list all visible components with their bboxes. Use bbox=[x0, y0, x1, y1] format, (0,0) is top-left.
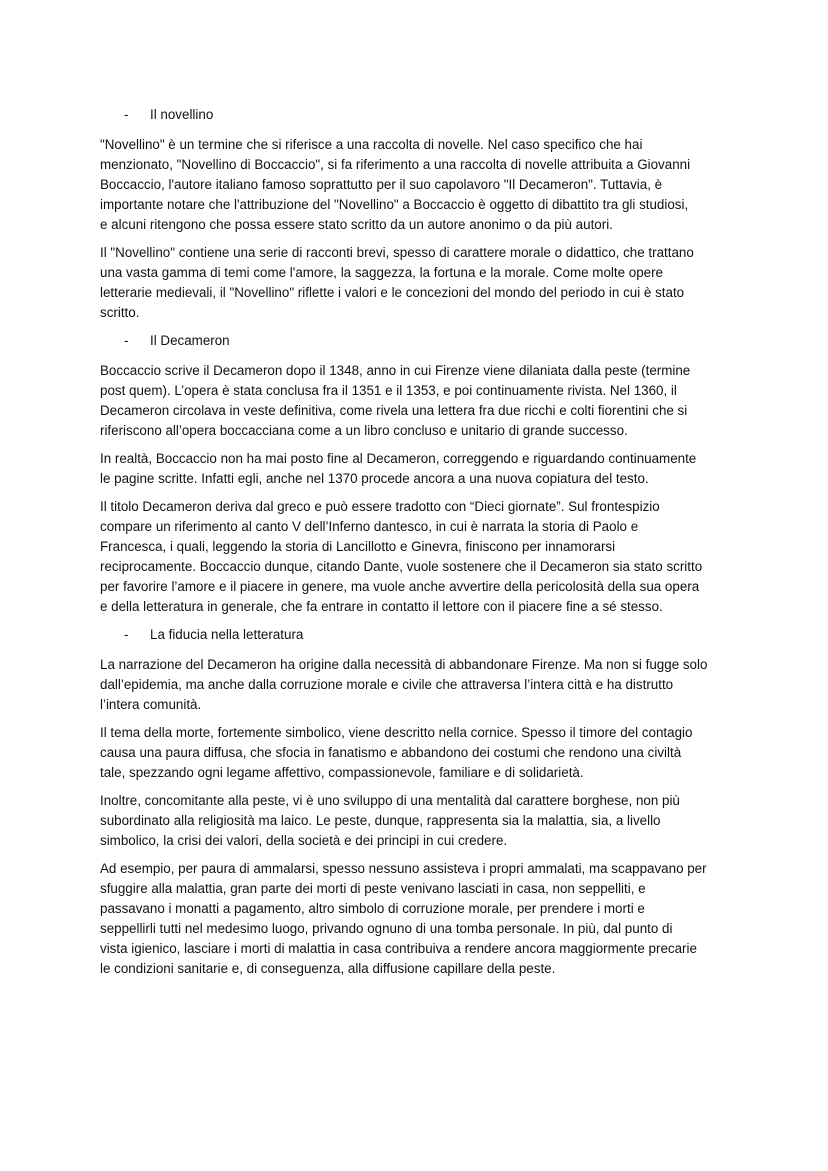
text-line: tale, spezzando ogni legame affettivo, compassionevole, familiare e di solidarietà. bbox=[100, 765, 584, 780]
bullet-dash: - bbox=[124, 627, 129, 642]
text-line: Boccaccio, l'autore italiano famoso soprattutto per il suo capolavoro "Il Decameron". Tuttavia, è bbox=[100, 177, 663, 192]
text-line: Il "Novellino" contiene una serie di racconti brevi, spesso di carattere morale o didattico, che trattano bbox=[100, 245, 694, 260]
text-line: vista igienico, lasciare i morti di malattia in casa contribuiva a rendere ancora maggiormente precarie bbox=[100, 941, 697, 956]
heading-text: Il novellino bbox=[150, 107, 214, 122]
text-line: Decameron circolava in veste definitiva, come rivela una lettera fra due ricchi e colti fiorentini che si bbox=[100, 403, 688, 418]
text-line: scritto. bbox=[100, 305, 140, 320]
text-line: una vasta gamma di temi come l'amore, la saggezza, la fortuna e la morale. Come molte opere bbox=[100, 265, 664, 280]
text-line: subordinato alla religiosità ma laico. Le peste, dunque, rappresenta sia la malattia, sia, a livello bbox=[100, 813, 661, 828]
text-line: simbolico, la crisi dei valori, della società e dei principi in cui credere. bbox=[100, 833, 508, 848]
text-line: Il tema della morte, fortemente simbolico, viene descritto nella cornice. Spesso il timore del contagio bbox=[100, 725, 693, 740]
document-page bbox=[100, 101, 760, 987]
text-line: reciprocamente. Boccaccio dunque, citando Dante, vuole sostenere che il Decameron sia stato scritto bbox=[100, 559, 703, 574]
text-line: le pagine scritte. Infatti egli, anche nel 1370 procede ancora a una nuova copiatura del testo. bbox=[100, 471, 649, 486]
text-line: per favorire l’amore e il piacere in genere, ma vuole anche avvertire della pericolosità della sua opera bbox=[100, 579, 700, 594]
text-line: l’intera comunità. bbox=[100, 697, 202, 712]
paragraph bbox=[100, 655, 760, 715]
text-line: le condizioni sanitarie e, di conseguenza, alla diffusione capillare della peste. bbox=[100, 961, 556, 976]
heading-text: La fiducia nella letteratura bbox=[150, 627, 304, 642]
text-line: "Novellino" è un termine che si riferisce a una raccolta di novelle. Nel caso specifico che hai bbox=[100, 137, 643, 152]
section bbox=[100, 625, 760, 979]
paragraph bbox=[100, 723, 760, 783]
bullet-dash: - bbox=[124, 107, 129, 122]
text-line: post quem). L’opera è stata conclusa fra il 1351 e il 1353, e poi continuamente rivista. Nel 1360, il bbox=[100, 383, 677, 398]
text-line: menzionato, "Novellino di Boccaccio", si fa riferimento a una raccolta di novelle attribuita a Giovanni bbox=[100, 157, 691, 172]
paragraph bbox=[100, 449, 760, 489]
text-line: passavano i monatti a pagamento, altro simbolo di corruzione morale, per prendere i morti e bbox=[100, 901, 645, 916]
text-line: importante notare che l'attribuzione del "Novellino" a Boccaccio è oggetto di dibattito tra gli studiosi, bbox=[100, 197, 689, 212]
text-line: Inoltre, concomitante alla peste, vi è uno sviluppo di una mentalità dal carattere borghese, non più bbox=[100, 793, 680, 808]
text-line: e della letteratura in generale, che fa entrare in contatto il lettore con il piacere fine a sé stesso. bbox=[100, 599, 663, 614]
text-line: In realtà, Boccaccio non ha mai posto fine al Decameron, correggendo e riguardando continuamente bbox=[100, 451, 697, 466]
text-line: Boccaccio scrive il Decameron dopo il 1348, anno in cui Firenze viene dilaniata dalla peste (termine bbox=[100, 363, 691, 378]
section-heading bbox=[100, 105, 760, 125]
text-line: sfuggire alla malattia, gran parte dei morti di peste venivano lasciati in casa, non seppelliti, e bbox=[100, 881, 646, 896]
text-line: Francesca, i quali, leggendo la storia di Lancillotto e Ginevra, finiscono per innamorarsi bbox=[100, 539, 616, 554]
text-line: seppellirli tutti nel medesimo luogo, privando ognuno di una tomba personale. In più, dal punto di bbox=[100, 921, 673, 936]
paragraph bbox=[100, 243, 760, 323]
text-line: Il titolo Decameron deriva dal greco e può essere tradotto con “Dieci giornate”. Sul frontespizio bbox=[100, 499, 660, 514]
section bbox=[100, 105, 760, 323]
text-line: causa una paura diffusa, che sfocia in fanatismo e abbandono dei costumi che rendono una civiltà bbox=[100, 745, 682, 760]
heading-text: Il Decameron bbox=[150, 333, 230, 348]
bullet-dash: - bbox=[124, 333, 129, 348]
text-line: compare un riferimento al canto V dell’Inferno dantesco, in cui è narrata la storia di Paolo e bbox=[100, 519, 639, 534]
paragraph bbox=[100, 859, 760, 979]
paragraph bbox=[100, 361, 760, 441]
section-heading bbox=[100, 331, 760, 351]
paragraph bbox=[100, 497, 760, 617]
text-line: La narrazione del Decameron ha origine dalla necessità di abbandonare Firenze. Ma non si fugge solo bbox=[100, 657, 708, 672]
paragraph bbox=[100, 135, 760, 235]
text-line: letterarie medievali, il "Novellino" riflette i valori e le concezioni del mondo del periodo in cui è stato bbox=[100, 285, 685, 300]
text-line: Ad esempio, per paura di ammalarsi, spesso nessuno assisteva i propri ammalati, ma scappavano per bbox=[100, 861, 707, 876]
section-heading bbox=[100, 625, 760, 645]
text-line: riferiscono all’opera boccacciana come a un libro concluso e unitario di grande successo. bbox=[100, 423, 628, 438]
text-line: dall’epidemia, ma anche dalla corruzione morale e civile che attraversa l’intera città e ha distrutto bbox=[100, 677, 674, 692]
section bbox=[100, 331, 760, 617]
text-line: e alcuni ritengono che possa essere stato scritto da un autore anonimo o da più autori. bbox=[100, 217, 613, 232]
paragraph bbox=[100, 791, 760, 851]
